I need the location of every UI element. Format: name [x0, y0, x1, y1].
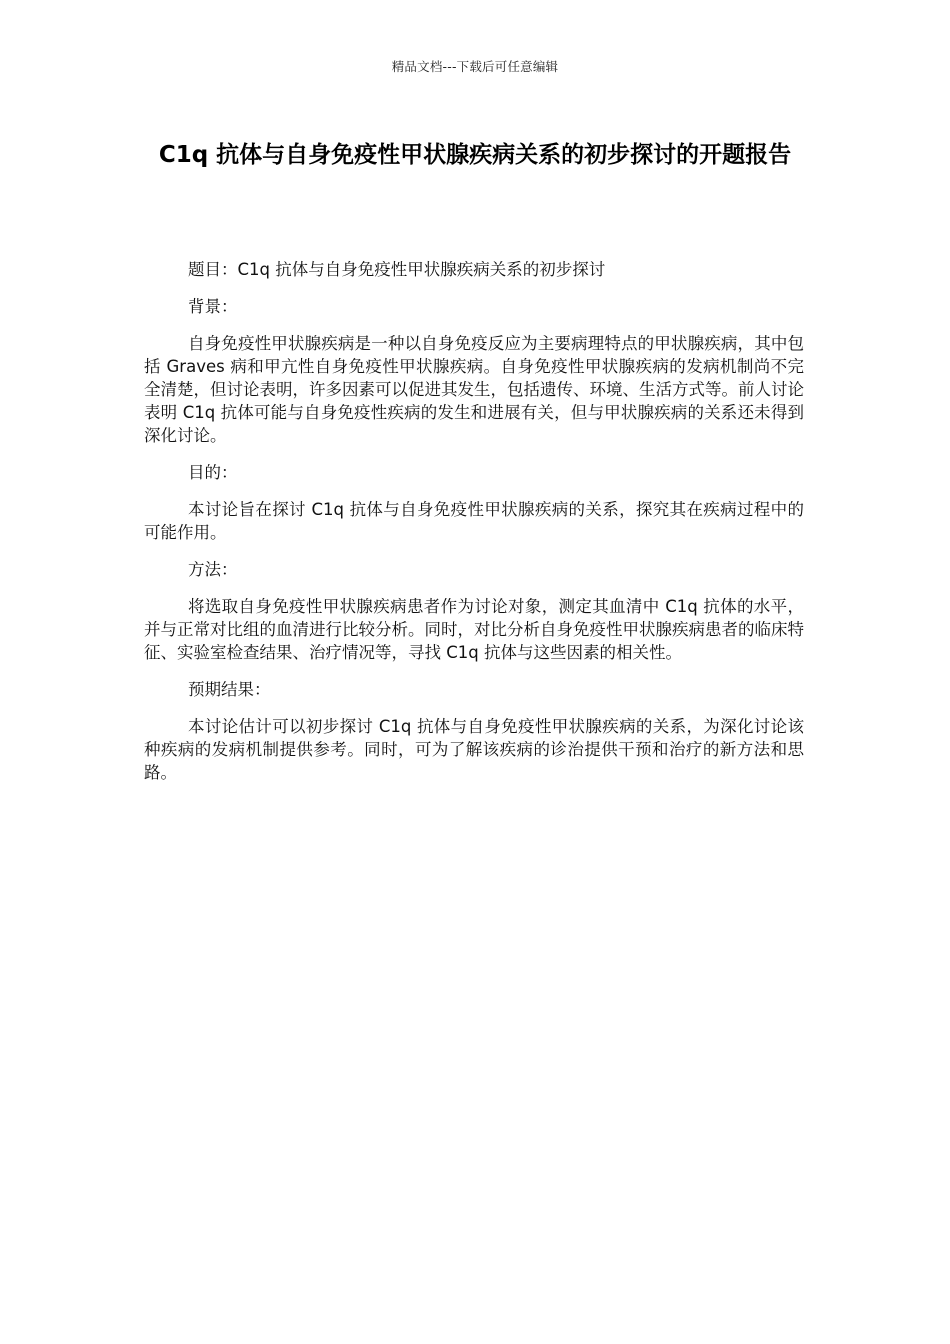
objective-heading: 目的： — [188, 463, 238, 482]
document-body — [144, 258, 804, 798]
background-heading: 背景： — [188, 297, 238, 316]
methods-heading: 方法： — [188, 560, 238, 579]
document-title: C1q 抗体与自身免疫性甲状腺疾病关系的初步探讨的开题报告 — [158, 142, 792, 168]
header-note: 精品文档---下载后可任意编辑 — [391, 59, 559, 74]
background-paragraph: 自身免疫性甲状腺疾病是一种以自身免疫反应为主要病理特点的甲状腺疾病，其中包括 Graves 病和甲亢性自身免疫性甲状腺疾病。自身免疫性甲状腺疾病的发病机制尚不完全清楚，但讨论表明，许多因素可以促进其发生，包括遗传、环境、生活方式等。前人讨论表明 C1q 抗体可能与自身免疫性疾病的发生和进展有关，但与甲状腺疾病的关系还未得到深化讨论。 — [144, 334, 804, 445]
objective-paragraph: 本讨论旨在探讨 C1q 抗体与自身免疫性甲状腺疾病的关系，探究其在疾病过程中的可能作用。 — [144, 500, 804, 542]
methods-paragraph: 将选取自身免疫性甲状腺疾病患者作为讨论对象，测定其血清中 C1q 抗体的水平，并与正常对比组的血清进行比较分析。同时，对比分析自身免疫性甲状腺疾病患者的临床特征、实验室检查结果、治疗情况等，寻找 C1q 抗体与这些因素的相关性。 — [144, 597, 804, 662]
subject-line: 题目：C1q 抗体与自身免疫性甲状腺疾病关系的初步探讨 — [188, 260, 606, 279]
expected-results-paragraph: 本讨论估计可以初步探讨 C1q 抗体与自身免疫性甲状腺疾病的关系，为深化讨论该种疾病的发病机制提供参考。同时，可为了解该疾病的诊治提供干预和治疗的新方法和思路。 — [144, 717, 804, 782]
expected-results-heading: 预期结果： — [188, 680, 271, 699]
